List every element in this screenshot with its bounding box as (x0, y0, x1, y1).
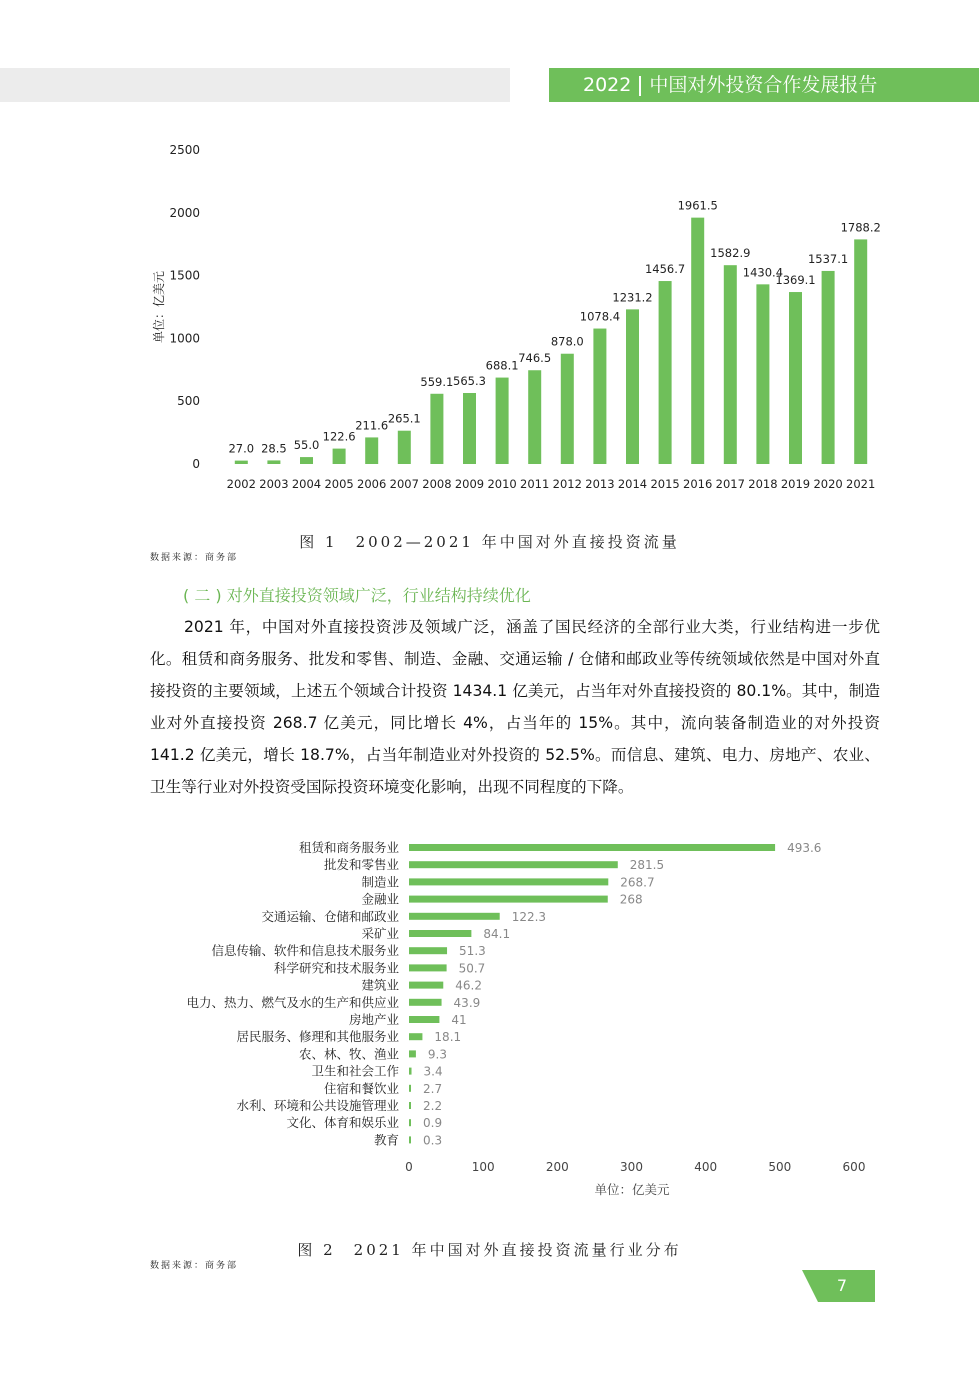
bar (409, 844, 775, 851)
x-tick-label: 2011 (520, 477, 550, 491)
data-label: 493.6 (787, 841, 822, 855)
data-label: 27.0 (228, 441, 255, 456)
bar (409, 1016, 439, 1023)
data-label: 878.0 (550, 334, 584, 349)
header-year: 2022 (583, 74, 632, 96)
data-label: 3.4 (423, 1064, 443, 1079)
category-label: 信息传输、软件和信息技术服务业 (211, 943, 399, 959)
x-tick-label: 2021 (846, 477, 876, 491)
category-label: 居民服务、修理和其他服务业 (236, 1029, 399, 1045)
bar (822, 271, 835, 464)
y-axis-label: 单位：亿美元 (152, 270, 166, 344)
bar (333, 449, 346, 464)
x-tick-label: 2009 (454, 477, 485, 491)
x-tick-label: 200 (545, 1160, 569, 1174)
x-tick-label: 2017 (715, 477, 745, 491)
data-label: 268.7 (620, 875, 655, 890)
data-label: 43.9 (453, 995, 481, 1010)
bar (398, 431, 411, 464)
bar (756, 284, 769, 464)
x-tick-label: 2007 (389, 477, 419, 491)
bar (659, 281, 672, 464)
x-tick-label: 600 (842, 1160, 866, 1174)
data-label: 1456.7 (644, 262, 686, 277)
bar (365, 437, 378, 464)
data-label: 0.3 (423, 1133, 443, 1148)
x-tick-label: 2015 (650, 477, 680, 491)
x-tick-label: 2010 (487, 477, 517, 491)
data-label: 268 (619, 892, 643, 907)
section-paragraph: 2021 年，中国对外直接投资涉及领域广泛，涵盖了国民经济的全部行业大类，行业结构进一步优化。租赁和商务服务、批发和零售、制造、金融、交通运输 / 仓储和邮政业等传统领域依然是中国对外直接投资的主要领域，上述五个领域合计投资 1434.1 亿美元，占当年对外直接投资的 80.1%。其中，制造业对外直接投资 268.7 亿美元，同比增长 4%，占当年的 15%。其中，流向装备制造业的对外投资 141.2 亿美元，增长 18.7%，占当年制造业对外投资的 52.5%。而信息、建筑、电力、房地产、农业、卫生等行业对外投资受国际投资环境变化影响，出现不同程度的下降。 (150, 618, 880, 796)
data-label: 18.1 (434, 1030, 462, 1045)
x-tick-label: 2016 (683, 477, 713, 491)
data-label: 122.3 (511, 909, 547, 924)
bar (463, 393, 476, 464)
bar (409, 964, 447, 971)
category-label: 金融业 (361, 891, 399, 907)
data-label: 1369.1 (775, 273, 816, 288)
data-label: 28.5 (261, 441, 287, 456)
bar (496, 378, 509, 464)
bar (409, 982, 443, 989)
bar (409, 1119, 411, 1126)
category-label: 农、林、牧、渔业 (298, 1046, 399, 1062)
data-label: 84.1 (483, 927, 511, 941)
category-label: 租赁和商务服务业 (298, 840, 399, 855)
page-number: 7 (836, 1276, 848, 1295)
data-label: 50.7 (458, 961, 486, 976)
x-tick-label: 2005 (324, 477, 354, 491)
data-label: 1078.4 (579, 309, 621, 324)
x-tick-label: 2014 (617, 477, 648, 491)
x-tick-label: 400 (694, 1160, 718, 1174)
x-tick-label: 2006 (357, 477, 387, 491)
investment-flow-chart (0, 0, 979, 510)
x-tick-label: 0 (405, 1160, 413, 1174)
x-tick-label: 500 (768, 1160, 792, 1174)
x-tick-label: 100 (471, 1160, 495, 1174)
bar (409, 896, 608, 903)
y-tick-label: 2500 (169, 143, 200, 157)
bar (430, 394, 443, 464)
data-label: 1537.1 (807, 251, 849, 266)
category-label: 科学研究和技术服务业 (273, 960, 399, 976)
data-label: 1582.9 (710, 246, 751, 261)
x-tick-label: 2019 (780, 477, 811, 491)
data-label: 1961.5 (677, 198, 718, 213)
bar (409, 878, 608, 885)
data-label: 2.2 (423, 1099, 443, 1113)
data-label: 1788.2 (840, 220, 881, 235)
header-title: 中国对外投资合作发展报告 (649, 74, 878, 96)
bar (409, 1033, 422, 1040)
y-tick-label: 0 (192, 457, 200, 471)
x-tick-label: 2003 (259, 477, 289, 491)
bar (409, 1136, 411, 1143)
bar (409, 930, 471, 937)
data-label: 51.3 (459, 944, 486, 959)
bar (593, 329, 606, 464)
bar (267, 460, 280, 464)
category-label: 文化、体育和娱乐业 (286, 1115, 399, 1131)
bar (691, 218, 704, 464)
bar (300, 457, 313, 464)
data-label: 559.1 (420, 374, 454, 389)
data-label: 211.6 (355, 418, 389, 433)
category-label: 制造业 (361, 874, 399, 890)
bar (854, 239, 867, 464)
x-tick-label: 2013 (585, 477, 615, 491)
section-subheading: ( 二 ) 对外直接投资领域广泛，行业结构持续优化 (183, 586, 531, 605)
category-label: 房地产业 (348, 1012, 399, 1027)
data-label: 746.5 (518, 351, 552, 366)
bar (409, 861, 618, 868)
bar (409, 947, 447, 954)
data-label: 281.5 (629, 858, 665, 873)
x-tick-label: 2018 (748, 477, 778, 491)
x-tick-label: 2004 (291, 477, 322, 491)
x-tick-label: 2020 (813, 477, 843, 491)
bar (626, 309, 639, 464)
bar (409, 1102, 411, 1109)
data-label: 55.0 (293, 438, 320, 453)
category-label: 住宿和餐饮业 (323, 1080, 399, 1096)
bar (561, 354, 574, 464)
x-axis-label: 单位：亿美元 (594, 1182, 670, 1197)
y-tick-label: 500 (177, 394, 200, 409)
category-label: 交通运输、仓储和邮政业 (261, 908, 399, 924)
data-label: 0.9 (423, 1116, 443, 1131)
bar (724, 265, 737, 464)
bar (409, 999, 442, 1006)
category-label: 教育 (373, 1132, 399, 1148)
y-tick-label: 2000 (169, 205, 200, 220)
bar (409, 1068, 412, 1075)
data-label: 9.3 (427, 1047, 447, 1062)
figure1-source: 数据来源：商务部 (150, 553, 239, 563)
data-label: 565.3 (453, 373, 486, 388)
category-label: 水利、环境和公共设施管理业 (236, 1098, 399, 1113)
category-label: 卫生和社会工作 (311, 1063, 399, 1079)
bar (409, 913, 500, 920)
x-tick-label: 2008 (422, 477, 452, 491)
figure1-caption: 图 1 2002—2021 年中国对外直接投资流量 (299, 533, 680, 551)
bar (789, 292, 802, 464)
figure2-caption: 图 2 2021 年中国对外直接投资流量行业分布 (297, 1241, 682, 1259)
data-label: 265.1 (387, 411, 421, 426)
data-label: 46.2 (455, 978, 482, 993)
category-label: 建筑业 (361, 977, 399, 993)
data-label: 1231.2 (612, 290, 653, 305)
y-tick-label: 1000 (169, 331, 200, 346)
category-label: 批发和零售业 (323, 857, 399, 873)
figure2-source: 数据来源：商务部 (150, 1261, 239, 1271)
data-label: 1430.4 (742, 265, 784, 280)
industry-distribution-chart (0, 830, 979, 1230)
y-tick-label: 1500 (169, 268, 200, 283)
bar (528, 370, 541, 464)
bar (409, 1050, 416, 1057)
data-label: 2.7 (423, 1081, 443, 1096)
bar (409, 1085, 411, 1092)
data-label: 122.6 (322, 429, 356, 444)
data-label: 688.1 (485, 358, 519, 373)
bar (235, 461, 248, 464)
category-label: 电力、热力、燃气及水的生产和供应业 (186, 994, 399, 1010)
x-tick-label: 2002 (226, 477, 256, 491)
data-label: 41 (451, 1013, 467, 1027)
category-label: 采矿业 (361, 926, 399, 941)
x-tick-label: 300 (620, 1160, 643, 1174)
x-tick-label: 2012 (552, 477, 582, 491)
